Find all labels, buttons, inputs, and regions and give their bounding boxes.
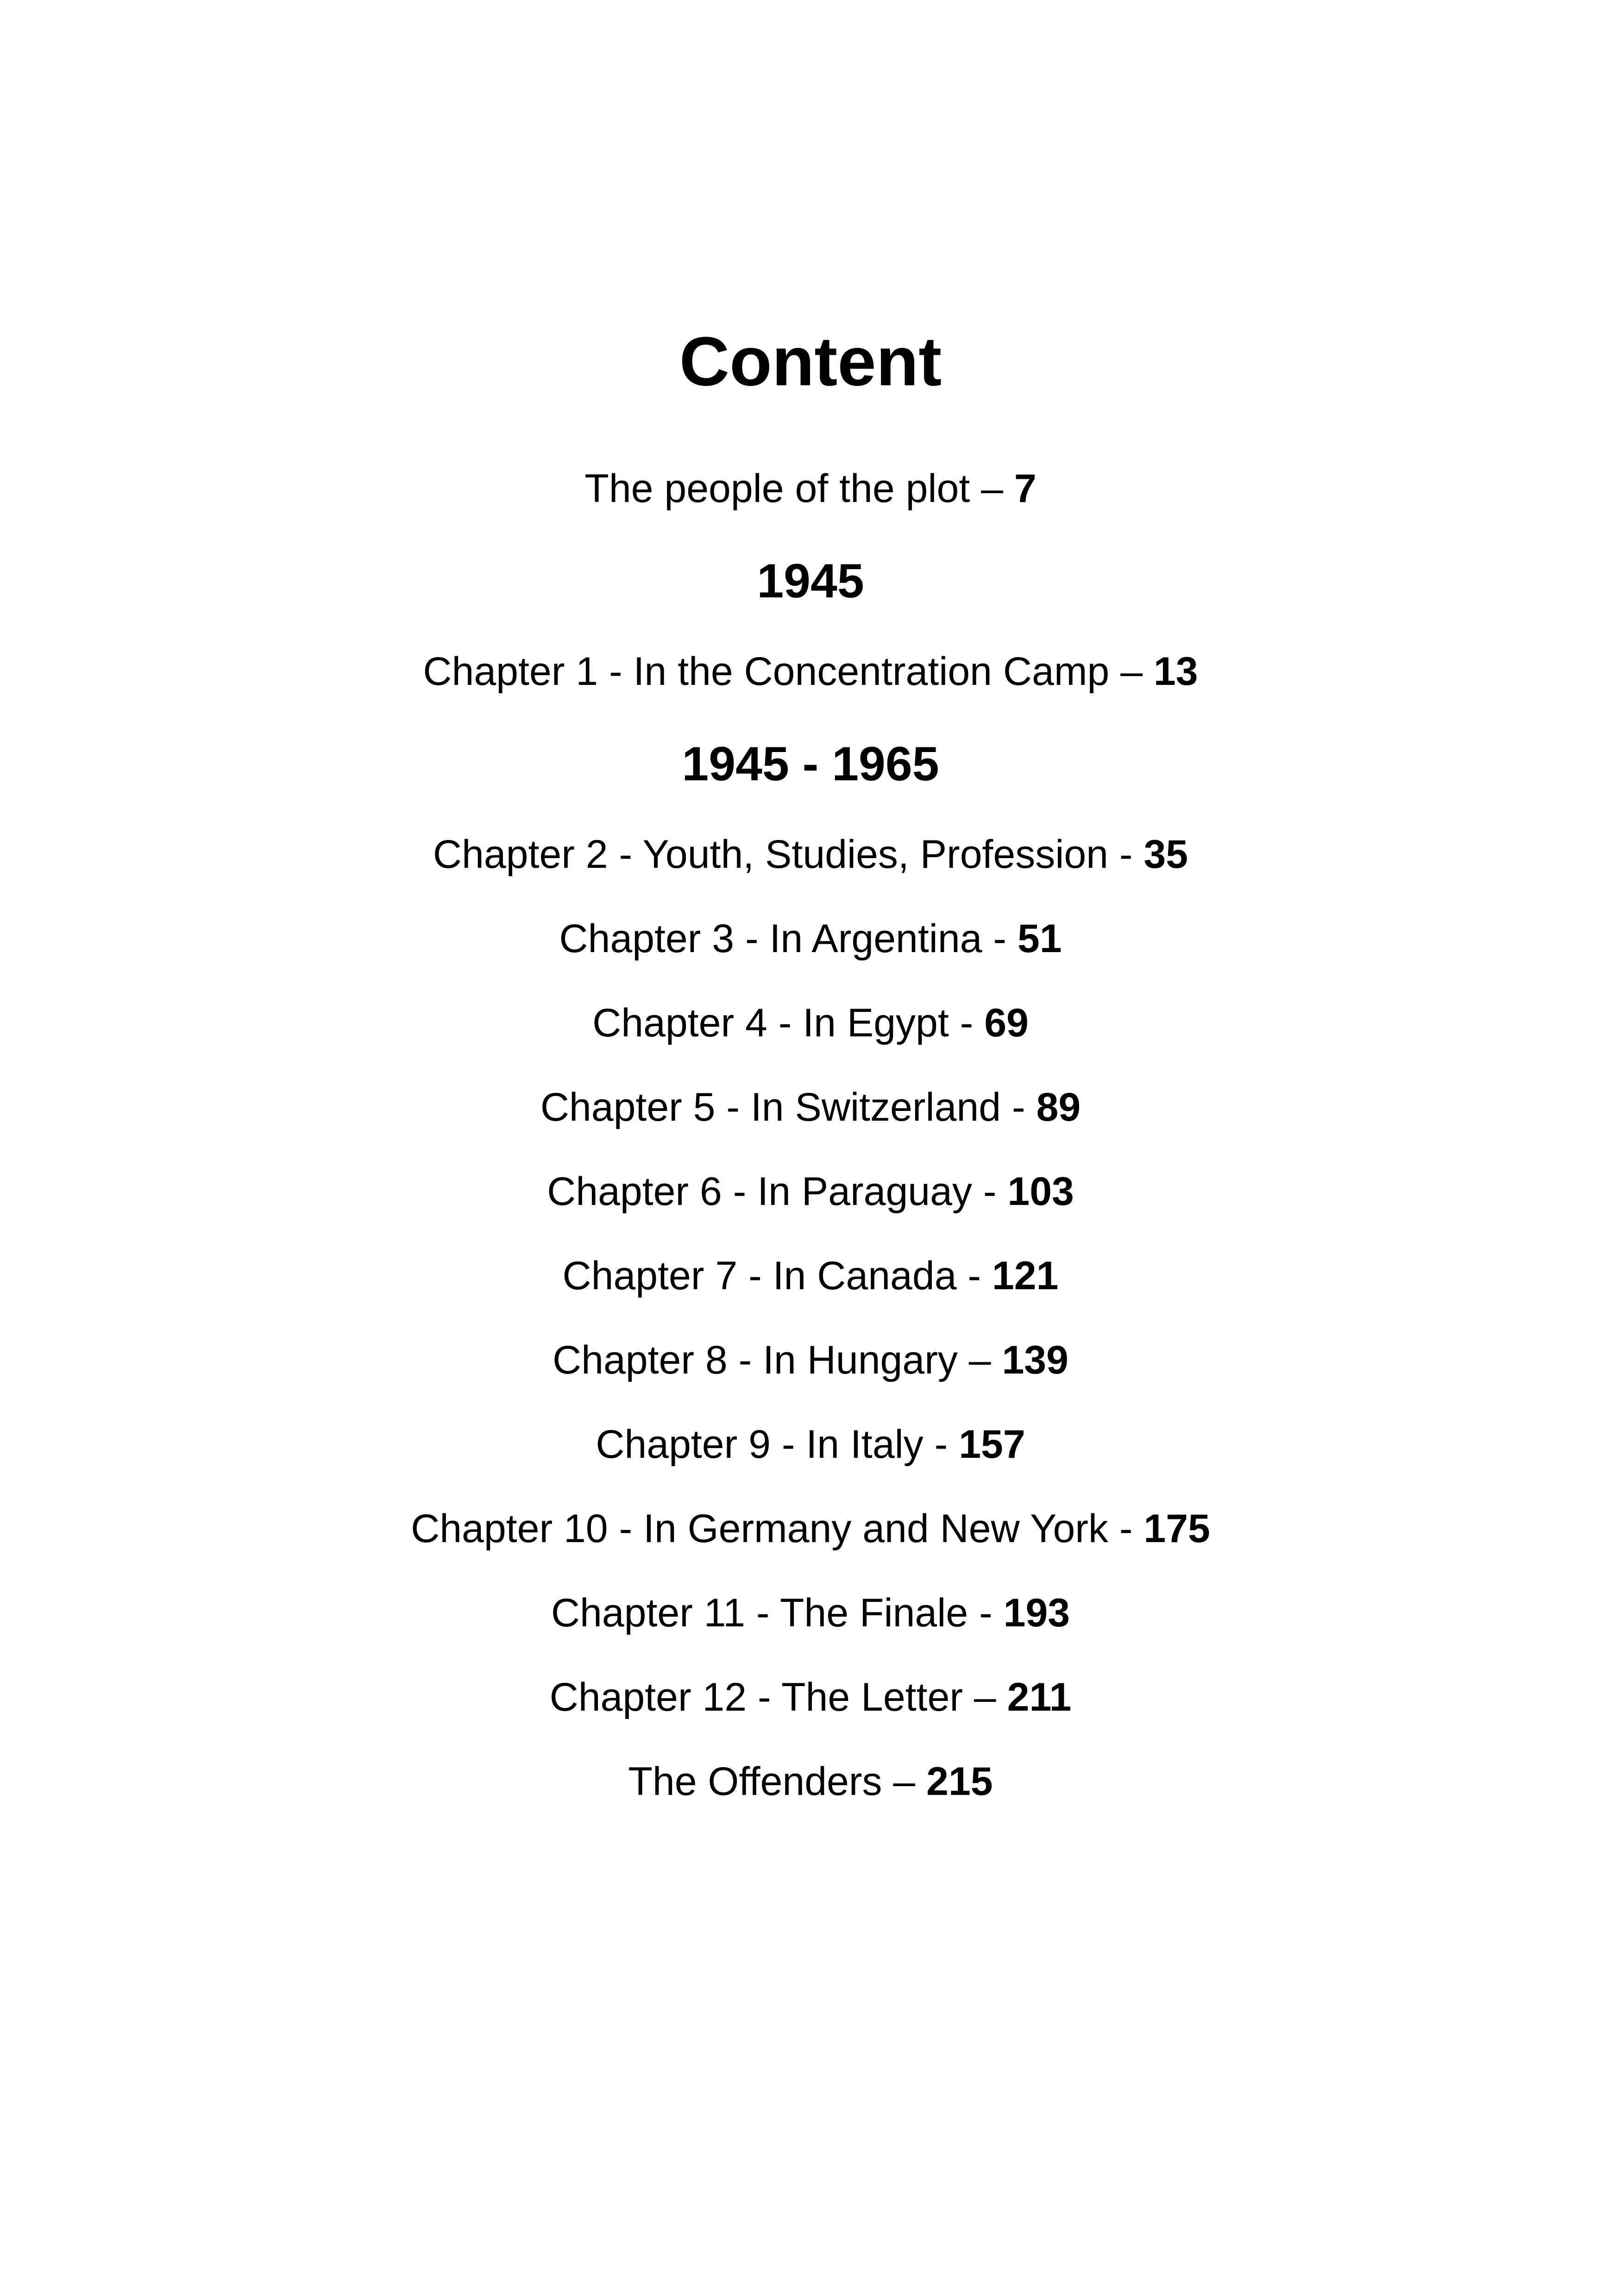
toc-entry-page: 139 <box>1002 1338 1068 1382</box>
toc-entry <box>0 463 1621 514</box>
toc-entry <box>0 1166 1621 1217</box>
toc-entry-page: 69 <box>984 1001 1029 1045</box>
toc-entry-text: Chapter 9 - In Italy - <box>596 1422 959 1467</box>
toc-entry-page: 175 <box>1143 1506 1210 1551</box>
toc-section-heading <box>0 551 1621 611</box>
toc-entry-page: 211 <box>1007 1675 1072 1719</box>
toc-entry-page: 157 <box>959 1422 1025 1467</box>
toc-entry-text: Chapter 12 - The Letter – <box>549 1675 1007 1719</box>
toc-entry-text: Chapter 8 - In Hungary – <box>553 1338 1002 1382</box>
toc-entry <box>0 1419 1621 1470</box>
page-title: Content <box>679 322 942 400</box>
toc-entry-page: 193 <box>1003 1591 1070 1635</box>
toc-entry <box>0 1503 1621 1554</box>
toc-section-text: 1945 - 1965 <box>682 737 939 791</box>
toc-entry <box>0 913 1621 964</box>
toc-entry-page: 89 <box>1036 1085 1081 1129</box>
toc-entry-text: Chapter 4 - In Egypt - <box>592 1001 985 1045</box>
toc-entry-text: Chapter 3 - In Argentina - <box>559 916 1018 961</box>
toc-entry-page: 7 <box>1014 466 1037 511</box>
toc-entry-text: Chapter 2 - Youth, Studies, Profession - <box>433 832 1144 877</box>
toc-entry-page: 215 <box>926 1759 993 1804</box>
toc-entry-text: Chapter 1 - In the Concentration Camp – <box>423 649 1154 694</box>
toc-entry-page: 121 <box>992 1254 1059 1298</box>
toc-entry-text: Chapter 6 - In Paraguay - <box>547 1169 1008 1214</box>
toc-entry-text: The Offenders – <box>628 1759 927 1804</box>
toc-entry <box>0 1082 1621 1133</box>
toc-entry <box>0 1756 1621 1807</box>
toc-entry-page: 35 <box>1143 832 1188 877</box>
toc-entry-page: 51 <box>1017 916 1062 961</box>
toc-entry-text: The people of the plot – <box>584 466 1014 511</box>
toc-entry <box>0 1587 1621 1638</box>
toc-section-text: 1945 <box>757 554 864 608</box>
toc-entry <box>0 1672 1621 1723</box>
toc-entry-text: Chapter 10 - In Germany and New York - <box>411 1506 1144 1551</box>
toc-entry-text: Chapter 7 - In Canada - <box>562 1254 992 1298</box>
toc-entry <box>0 646 1621 697</box>
toc-entry <box>0 1335 1621 1386</box>
toc-entry-text: Chapter 5 - In Switzerland - <box>540 1085 1037 1129</box>
toc-section-heading <box>0 734 1621 794</box>
toc-entry <box>0 829 1621 880</box>
toc-entry-page: 13 <box>1153 649 1198 694</box>
toc-entry <box>0 1250 1621 1301</box>
toc-entry-text: Chapter 11 - The Finale - <box>551 1591 1004 1635</box>
toc-entry-page: 103 <box>1007 1169 1074 1214</box>
toc-entry <box>0 997 1621 1048</box>
